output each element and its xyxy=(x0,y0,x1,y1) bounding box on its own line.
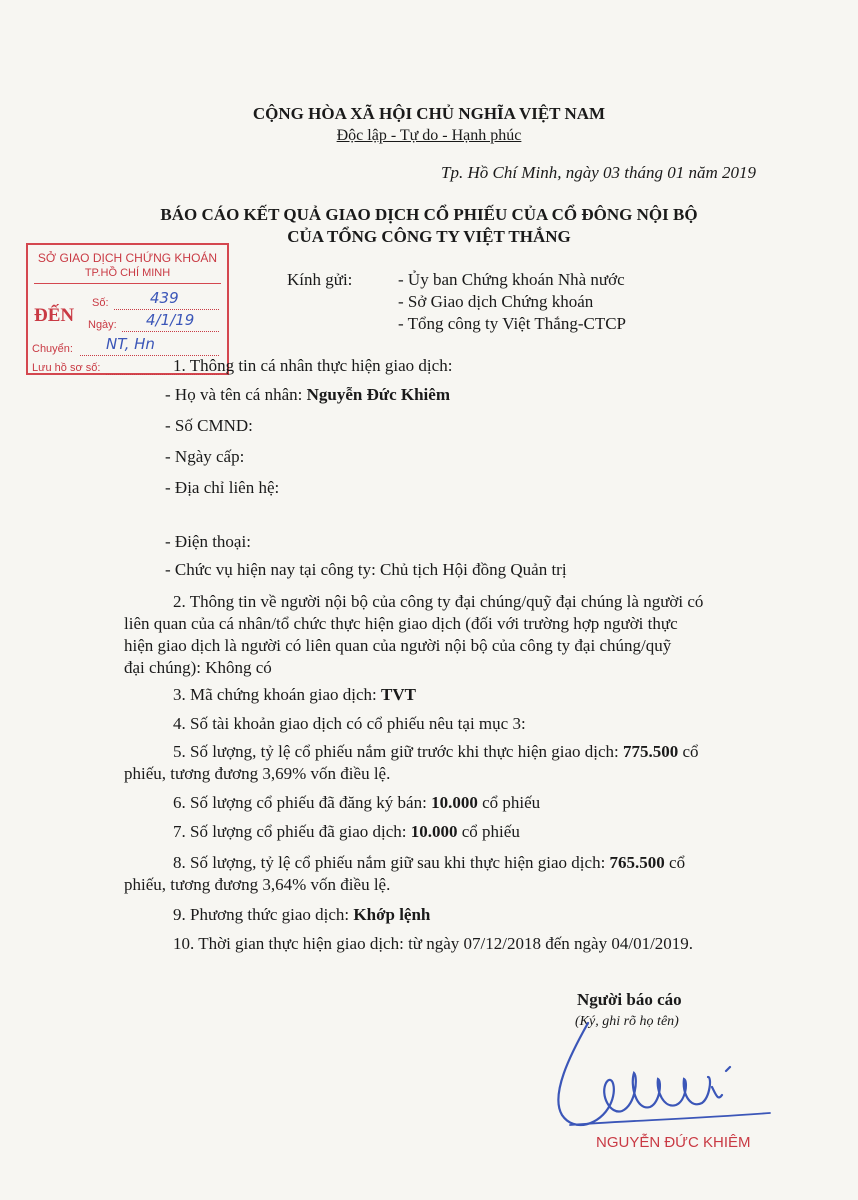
stamp-ngay-label: Ngày: xyxy=(88,319,117,331)
section2-line2: liên quan của cá nhân/tổ chức thực hiện giao dịch (đối với trường hợp người thực xyxy=(124,614,678,633)
section6: 6. Số lượng cổ phiếu đã đăng ký bán: 10.000 cổ phiếu xyxy=(173,793,541,812)
section1-cmnd: - Số CMND: xyxy=(165,416,253,435)
section4: 4. Số tài khoản giao dịch có cổ phiếu nêu tại mục 3: xyxy=(173,714,526,733)
section1-heading: 1. Thông tin cá nhân thực hiện giao dịch: xyxy=(173,356,453,375)
signature-note: (Ký, ghi rõ họ tên) xyxy=(575,1014,679,1029)
section10: 10. Thời gian thực hiện giao dịch: từ ngày 07/12/2018 đến ngày 04/01/2019. xyxy=(173,934,694,953)
signature-scribble xyxy=(540,1015,780,1140)
section1-chuc-vu: - Chức vụ hiện nay tại công ty: Chủ tịch Hội đồng Quản trị xyxy=(165,560,567,579)
place-date: Tp. Hồ Chí Minh, ngày 03 tháng 01 năm 2019 xyxy=(441,163,756,182)
stamp-org-line1: SỞ GIAO DỊCH CHỨNG KHOÁN xyxy=(37,251,218,265)
section5-line2: phiếu, tương đương 3,69% vốn điều lệ. xyxy=(124,764,391,783)
section9: 9. Phương thức giao dịch: Khớp lệnh xyxy=(173,905,431,924)
section2-line1: 2. Thông tin về người nội bộ của công ty đại chúng/quỹ đại chúng là người có xyxy=(173,592,704,611)
section5-line1: 5. Số lượng, tỷ lệ cổ phiếu nắm giữ trước khi thực hiện giao dịch: 775.500 cổ xyxy=(173,742,699,761)
stamp-luu-label: Lưu hồ sơ số: xyxy=(32,362,101,374)
stamp-org-line2: TP.HỒ CHÍ MINH xyxy=(84,267,171,279)
signature-role: Người báo cáo xyxy=(577,990,682,1009)
recipient-item-3: - Tổng công ty Việt Thắng-CTCP xyxy=(398,314,626,333)
stamp-den: ĐẾN xyxy=(34,305,75,326)
section8-line1: 8. Số lượng, tỷ lệ cổ phiếu nắm giữ sau khi thực hiện giao dịch: 765.500 cổ xyxy=(173,853,686,872)
section2-line4: đại chúng): Không có xyxy=(124,658,272,677)
motto: Độc lập - Tự do - Hạnh phúc xyxy=(336,127,522,144)
section8-line2: phiếu, tương đương 3,64% vốn điều lệ. xyxy=(124,875,391,894)
recipient-item-2: - Sở Giao dịch Chứng khoán xyxy=(398,292,594,311)
recipients-label: Kính gửi: xyxy=(287,270,353,289)
report-title-line2: CỦA TỔNG CÔNG TY VIỆT THẮNG xyxy=(287,227,571,246)
report-title-line1: BÁO CÁO KẾT QUẢ GIAO DỊCH CỔ PHIẾU CỦA CỔ ĐÔNG NỘI BỘ xyxy=(160,205,698,224)
stamp-so-label: Số: xyxy=(92,297,109,309)
section7: 7. Số lượng cổ phiếu đã giao dịch: 10.000 cổ phiếu xyxy=(173,822,520,841)
stamp-divider xyxy=(34,283,221,284)
stamp-ngay-value: 4/1/19 xyxy=(146,311,195,329)
stamp-so-value: 439 xyxy=(150,289,179,307)
stamp-chuyen-label: Chuyển: xyxy=(32,343,73,355)
section1-ngay-cap: - Ngày cấp: xyxy=(165,447,245,466)
section3: 3. Mã chứng khoán giao dịch: TVT xyxy=(173,685,416,704)
section1-name: - Họ và tên cá nhân: Nguyễn Đức Khiêm xyxy=(165,385,450,404)
recipient-item-1: - Ủy ban Chứng khoán Nhà nước xyxy=(398,270,625,289)
section1-dia-chi: - Địa chỉ liên hệ: xyxy=(165,478,280,497)
signature-name: NGUYỄN ĐỨC KHIÊM xyxy=(596,1134,751,1151)
nation-header: CỘNG HÒA XÃ HỘI CHỦ NGHĨA VIỆT NAM xyxy=(252,104,606,123)
stamp-chuyen-value: NT, Hn xyxy=(106,335,155,353)
section1-dien-thoai: - Điện thoại: xyxy=(165,532,251,551)
section2-line3: hiện giao dịch là người có liên quan của người nội bộ của công ty đại chúng/quỹ xyxy=(124,636,672,655)
